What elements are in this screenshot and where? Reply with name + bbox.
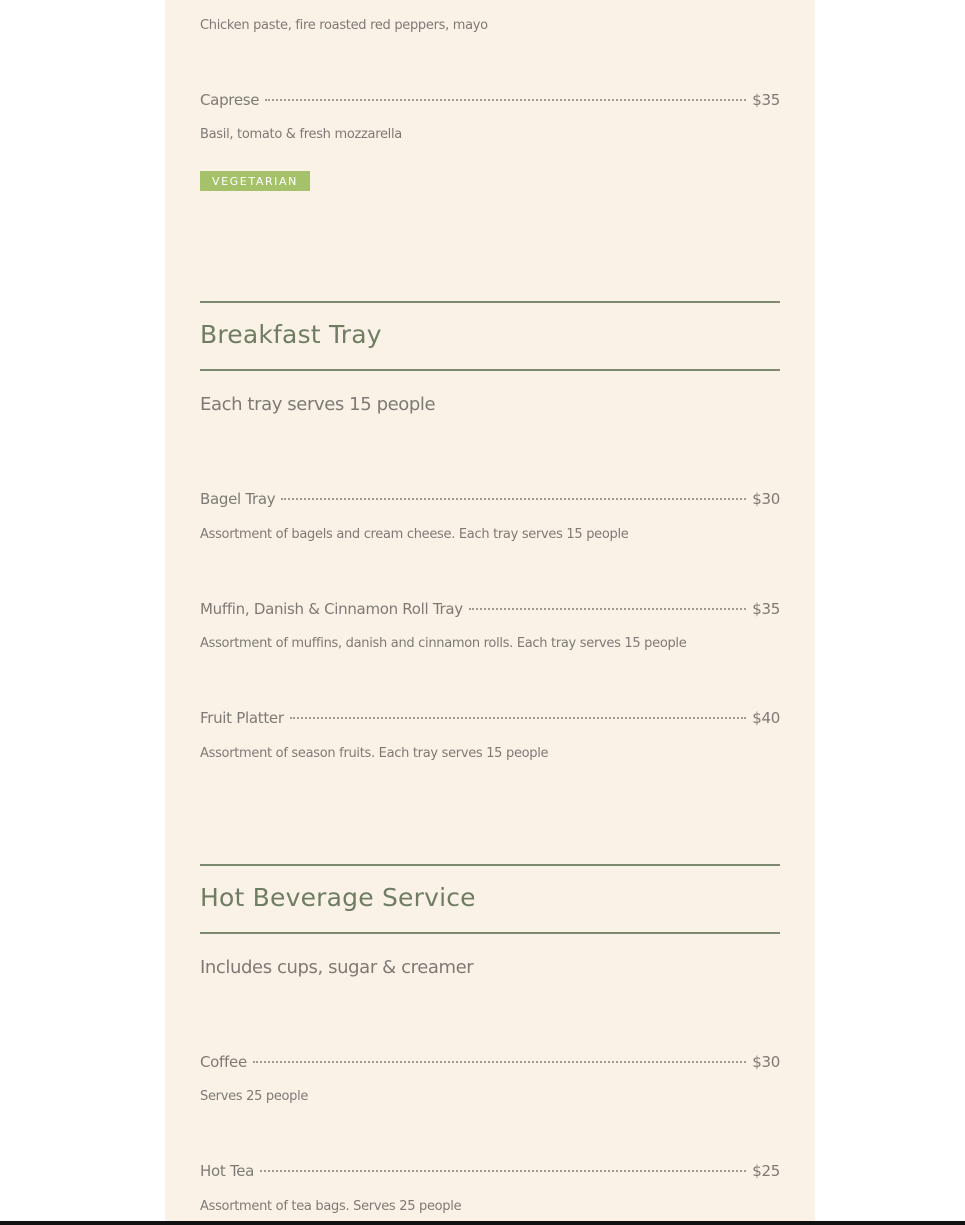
item-description: Assortment of tea bags. Serves 25 people: [200, 1199, 462, 1214]
item-price: $35: [752, 91, 780, 109]
section-subtitle: Includes cups, sugar & creamer: [200, 957, 474, 978]
dot-leader: [290, 717, 747, 719]
section-title: Breakfast Tray: [200, 320, 382, 349]
dot-leader: [265, 99, 746, 101]
item-description: Serves 25 people: [200, 1089, 309, 1104]
item-description: Assortment of muffins, danish and cinnamon rolls. Each tray serves 15 people: [200, 636, 687, 651]
item-description: Chicken paste, fire roasted red peppers, mayo: [200, 18, 488, 33]
item-name: Muffin, Danish & Cinnamon Roll Tray: [200, 600, 463, 618]
item-price: $40: [752, 709, 780, 727]
item-price: $30: [752, 1053, 780, 1071]
menu-item-hot-tea: [200, 1162, 780, 1182]
menu-item-muffin-tray: [200, 600, 780, 620]
item-description: Assortment of season fruits. Each tray serves 15 people: [200, 746, 549, 761]
item-name: Fruit Platter: [200, 709, 284, 727]
section-divider-top: [200, 864, 780, 866]
item-name: Caprese: [200, 91, 260, 109]
menu-item-bagel-tray: [200, 490, 780, 510]
section-divider-top: [200, 301, 780, 303]
section-divider-bottom: [200, 369, 780, 371]
menu-item-caprese: [200, 91, 780, 111]
menu-item-fruit-platter: [200, 709, 780, 729]
dot-leader: [253, 1061, 746, 1063]
item-price: $25: [752, 1162, 780, 1180]
item-description: Assortment of bagels and cream cheese. Each tray serves 15 people: [200, 527, 629, 542]
window-bottom-edge: [0, 1221, 965, 1225]
item-price: $30: [752, 490, 780, 508]
item-name: Bagel Tray: [200, 490, 276, 508]
section-divider-bottom: [200, 932, 780, 934]
section-title: Hot Beverage Service: [200, 883, 476, 912]
item-name: Hot Tea: [200, 1162, 255, 1180]
menu-item-coffee: [200, 1053, 780, 1073]
item-price: $35: [752, 600, 780, 618]
item-description: Basil, tomato & fresh mozzarella: [200, 127, 402, 142]
dot-leader: [469, 608, 746, 610]
item-name: Coffee: [200, 1053, 247, 1071]
vegetarian-tag: VEGETARIAN: [200, 171, 310, 191]
section-subtitle: Each tray serves 15 people: [200, 394, 436, 415]
dot-leader: [281, 498, 746, 500]
dot-leader: [260, 1170, 746, 1172]
